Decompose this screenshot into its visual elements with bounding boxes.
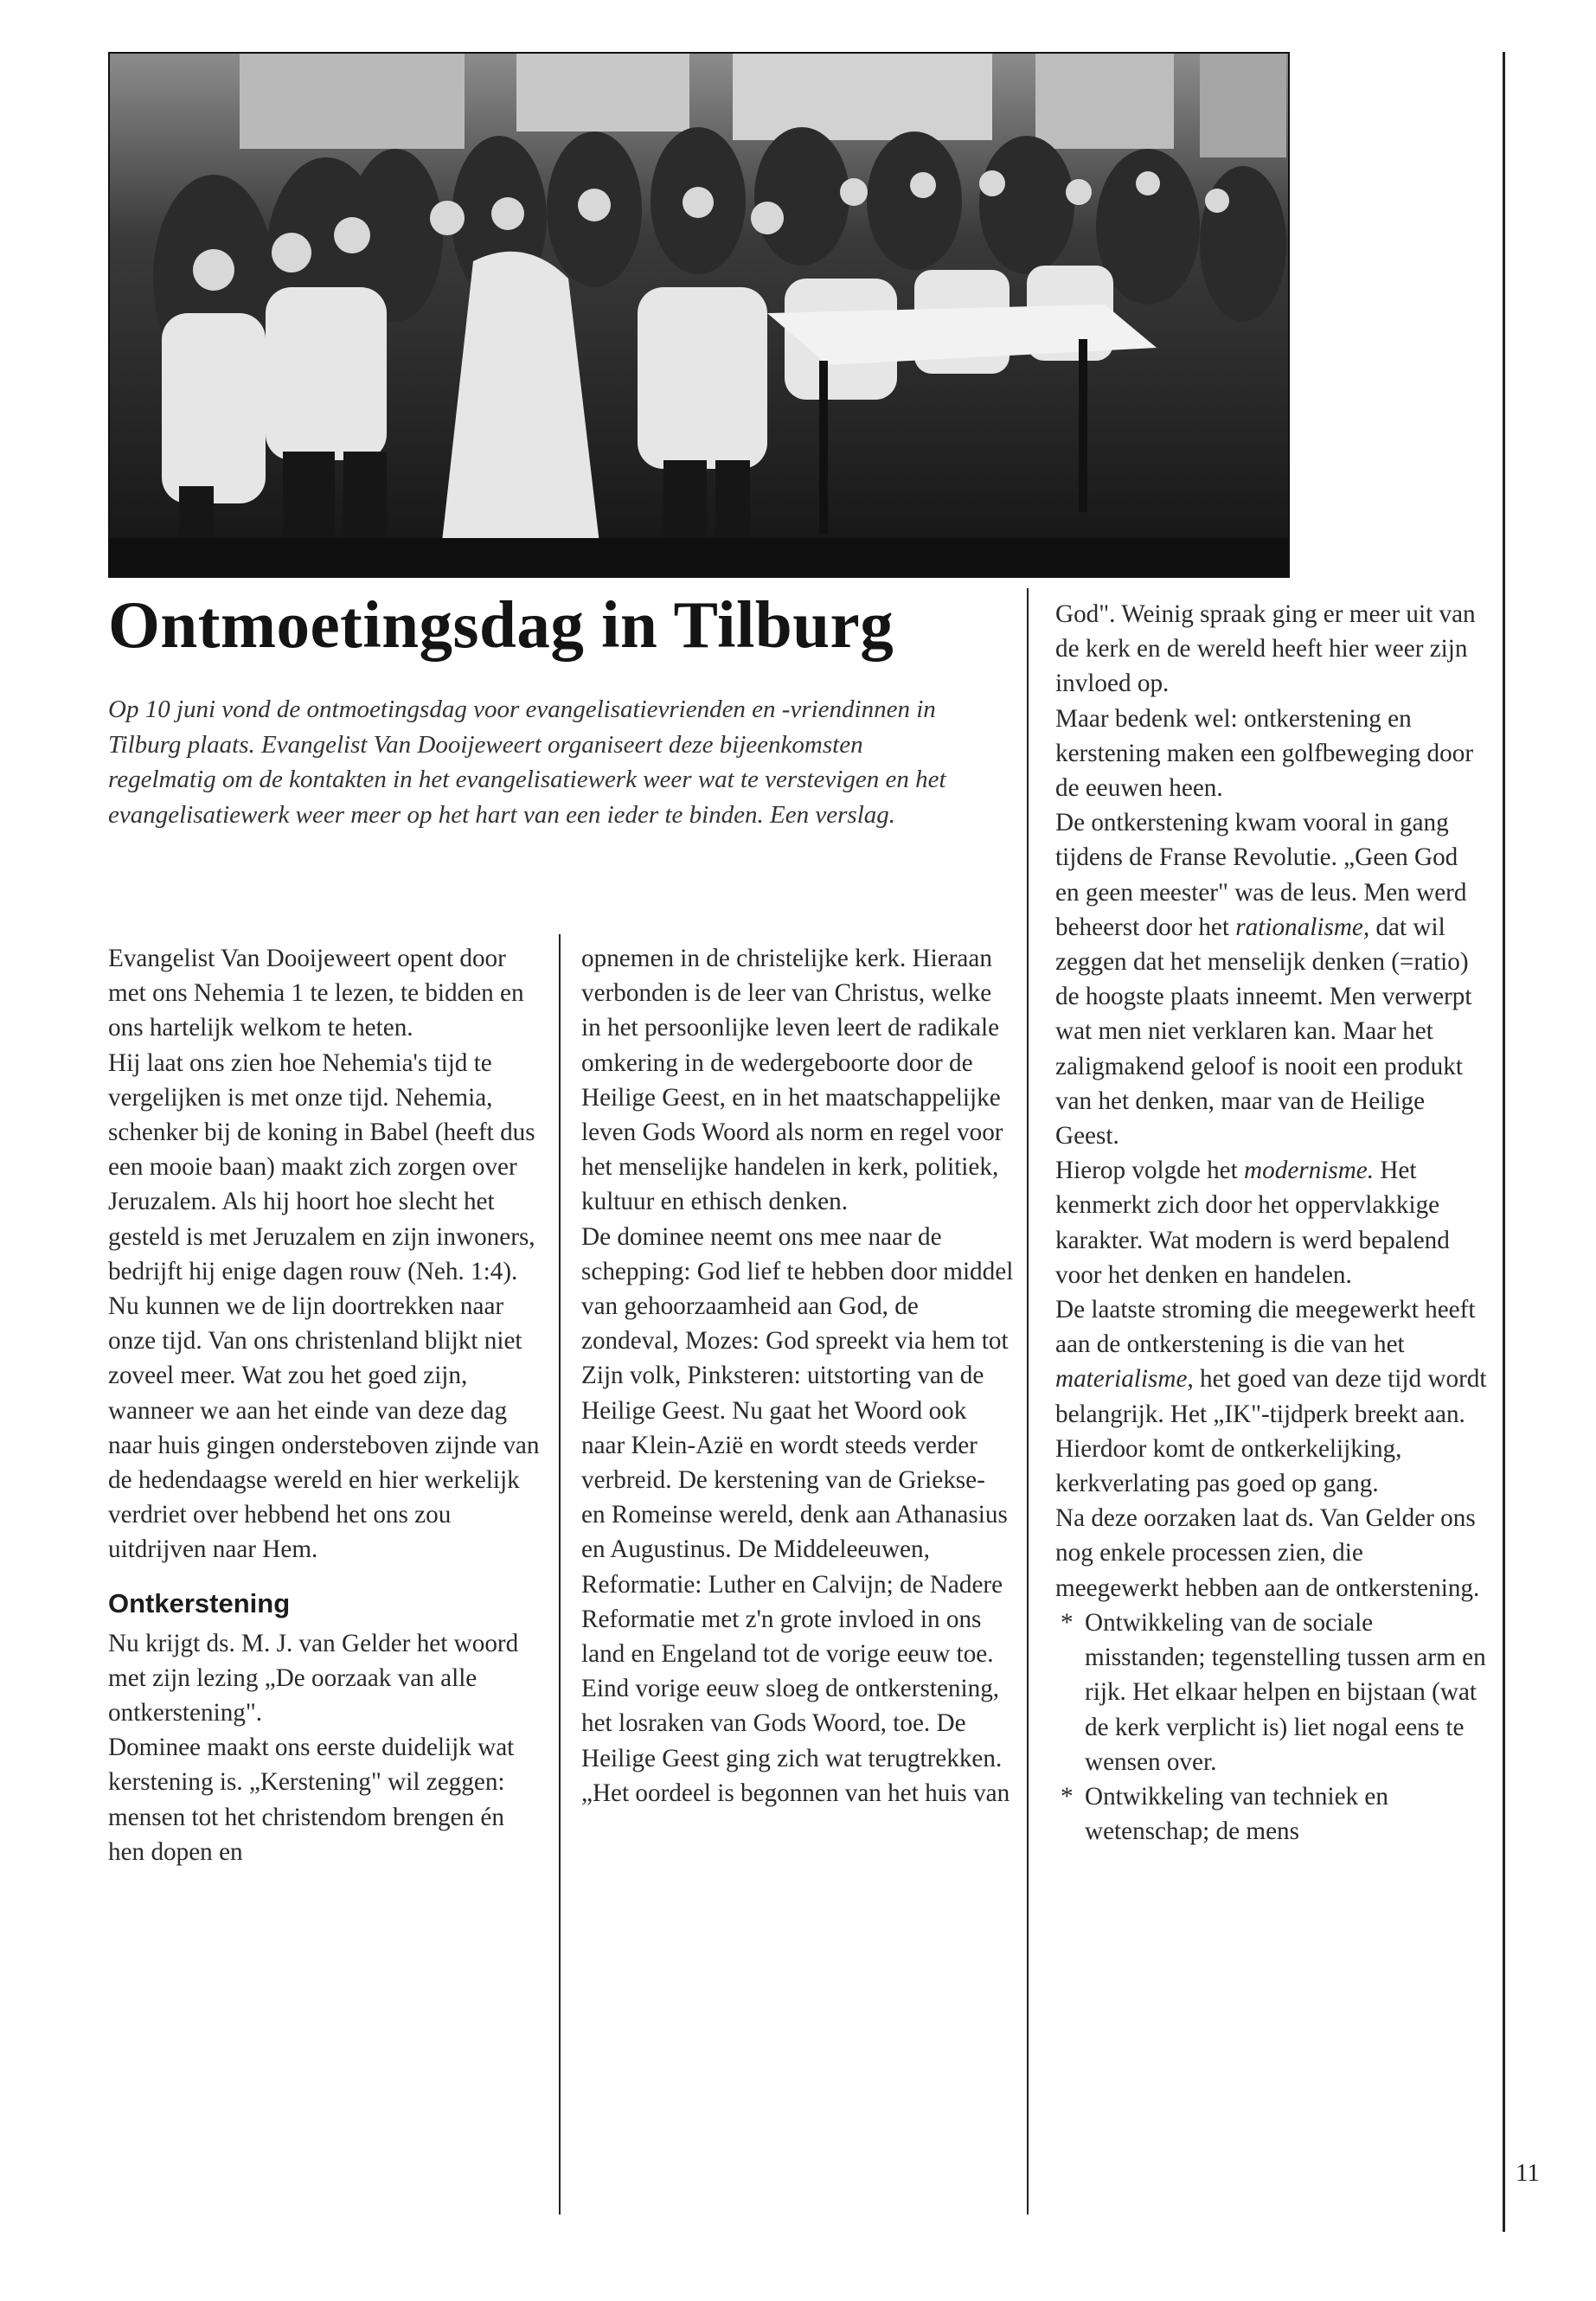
text-run: Het kenmerkt zich door het oppervlakkige karakter. Wat modern is werd bepalend voor het denken en handelen. [1055,1157,1450,1289]
paragraph: Eind vorige eeuw sloeg de ontkerstening, het losraken van Gods Woord, toe. De Heilige Geest ging zich wat terugtrekken. „Het oordeel is begonnen van het huis van [581,1675,1010,1807]
paragraph: Maar bedenk wel: ontkerstening en kerstening maken een golfbeweging door de eeuwen heen. [1055,704,1474,803]
emphasis-rationalisme: rationalisme, [1235,913,1370,941]
column-2 [581,941,1014,1811]
text-run: dat wil zeggen dat het menselijk denken (=ratio) de hoogste plaats inneemt. Men verwerpt wat men niet verklaren kan. Maar het zaligmakend geloof is nooit een produkt van het denken, maar van de Heilige Geest. [1055,913,1472,1150]
column-rule-1 [559,934,561,2214]
paragraph [1055,1292,1488,1501]
page-edge-rule [1503,52,1505,2232]
paragraph [1055,805,1488,1153]
emphasis-materialisme: materialisme, [1055,1365,1194,1394]
text-run: De ontkerstening kwam vooral in gang tijdens de Franse Revolutie. „Geen God en geen meester" was de leus. Men werd beheerst door het [1055,809,1467,941]
paragraph: Na deze oorzaken laat ds. Van Gelder ons nog enkele processen zien, die meegewerkt hebben aan de ontkerstening. [1055,1504,1480,1602]
bullet-item [1055,1779,1488,1849]
bullet-item [1055,1606,1488,1779]
column-rule-2 [1027,588,1029,2214]
article-lede: Op 10 juni vond de ontmoetingsdag voor evangelisatievrienden en -vriendinnen in Tilburg plaats. Evangelist Van Dooijeweert organiseert deze bijeenkomsten regelmatig om de kontakten in het evangelisatiewerk weer wat te verstevigen en het evangelisatiewerk weer meer op het hart van een ieder te binden. Een verslag. [108,695,946,829]
paragraph: Evangelist Van Dooijeweert opent door met ons Nehemia 1 te lezen, te bidden en ons hartelijk welkom te heten. [108,945,524,1042]
page-number: 11 [1516,2159,1540,2187]
paragraph: Nu kunnen we de lijn doortrekken naar onze tijd. Van ons christenland blijkt niet zoveel meer. Wat zou het goed zijn, wanneer we aan het einde van deze dag naar huis gingen ondersteboven zijnde van de hedendaagse wereld en hier werkelijk verdriet over hebbend het ons zou uitdrijven naar Hem. [108,1292,540,1564]
paragraph: De dominee neemt ons mee naar de schepping: God lief te hebben door middel van gehoorzaamheid aan God, de zondeval, Mozes: God spreekt via hem tot Zijn volk, Pinksteren: uitstorting van de Heilige Geest. Nu gaat het Woord ook naar Klein-Azië en wordt steeds verder verbreid. De kerstening van de Griekse- en Romeinse wereld, denk aan Athanasius en Augustinus. De Middeleeuwen, Reformatie: Luther en Calvijn; de Nadere Reformatie met z'n grote invloed in ons land en Engeland tot de vorige eeuw toe. [581,1222,1014,1669]
column-3 [1055,597,1488,1849]
emphasis-modernisme: modernisme. [1244,1157,1375,1185]
text-run: het goed van deze tijd wordt belangrijk. Het „IK"-tijdperk breekt aan. Hierdoor komt de ontkerkelijking, kerkverlating pas goed op gang. [1055,1365,1487,1498]
paragraph: opnemen in de christelijke kerk. Hieraan verbonden is de leer van Christus, welke in het persoonlijke leven leert de radikale omkering in de wedergeboorte door de Heilige Geest, en in het maatschappelijke leven Gods Woord als norm en regel voor het menselijke handelen in kerk, politiek, kultuur en ethisch denken. [581,945,1003,1216]
bullet-mark: * [1061,1608,1074,1637]
section-subheading: Ontkerstening [108,1587,291,1618]
text-run: De laatste stroming die meegewerkt heeft aan de ontkerstening is die van het [1055,1296,1476,1359]
paragraph: Hij laat ons zien hoe Nehemia's tijd te vergelijken is met onze tijd. Nehemia, schenker bij de koning in Babel (heeft dus een mooie baan) maakt zich zorgen over Jeruzalem. Als hij hoort hoe slecht het gesteld is met Jeruzalem en zijn inwoners, bedrijft hij enige dagen rouw (Neh. 1:4). [108,1048,535,1285]
text-run: Hierop volgde het [1055,1157,1245,1185]
paragraph: Dominee maakt ons eerste duidelijk wat kerstening is. „Kerstening" wil zeggen: mensen tot het christendom brengen én hen dopen en [108,1734,515,1866]
bullet-text: Ontwikkeling van techniek en wetenschap; de mens [1085,1782,1388,1846]
paragraph: God". Weinig spraak ging er meer uit van de kerk en de wereld heeft hier weer zijn invloed op. [1055,600,1476,698]
paragraph [1055,1153,1488,1292]
column-1 [108,941,541,1869]
article-title: Ontmoetingsdag in Tilburg [108,587,894,662]
bullet-mark: * [1061,1782,1074,1811]
paragraph: Nu krijgt ds. M. J. van Gelder het woord met zijn lezing „De oorzaak van alle ontkerstening". [108,1629,519,1727]
audience-photo [108,52,1290,578]
bullet-text: Ontwikkeling van de sociale misstanden; tegenstelling tussen arm en rijk. Het elkaar helpen en bijstaan (wat de kerk verplicht is) liet nogal eens te wensen over. [1085,1608,1486,1776]
audience-photo-illustration [110,54,1288,576]
